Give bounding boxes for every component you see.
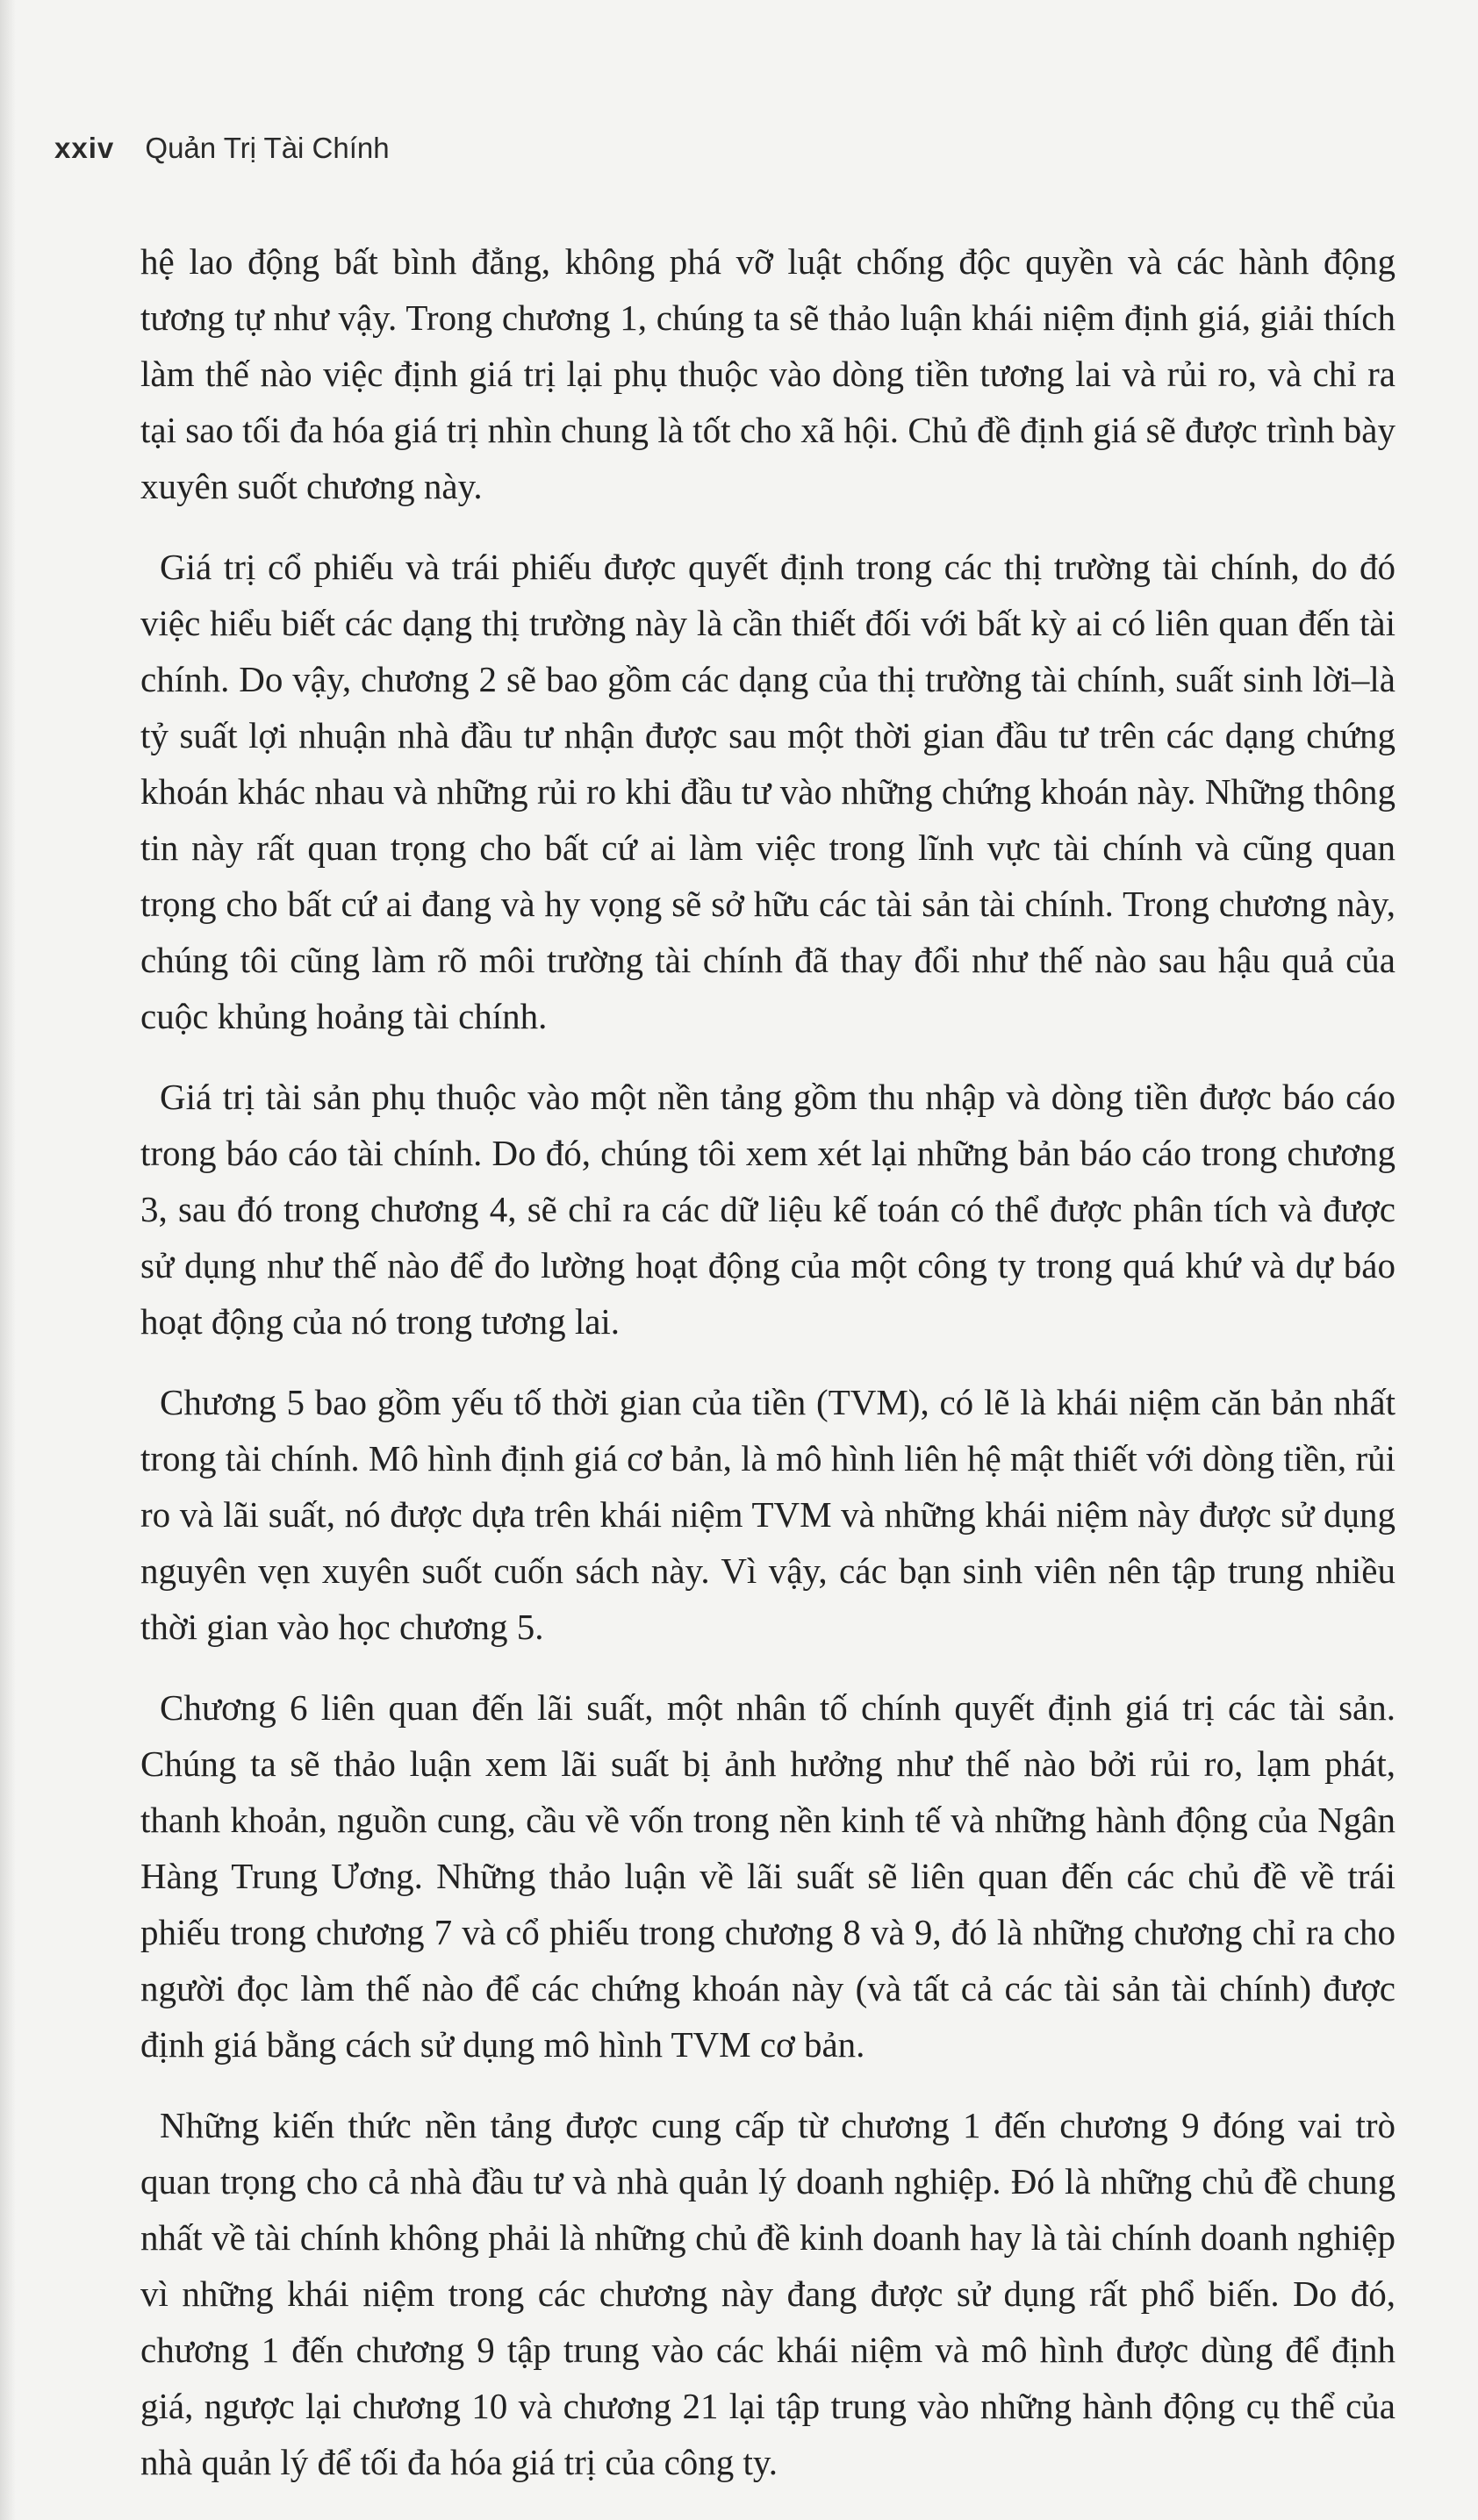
page-number: xxiv — [54, 132, 115, 164]
running-title: Quản Trị Tài Chính — [145, 132, 390, 164]
paragraph-6: Những kiến thức nền tảng được cung cấp từ chương 1 đến chương 9 đóng vai trò quan trọng cho cả nhà đầu tư và nhà quản lý doanh nghiệp. Đó là những chủ đề chung nhất về tài chính không phải là những chủ đề kinh doanh hay là tài chính doanh nghiệp vì những khái niệm trong các chương này đang được sử dụng rất phổ biến. Do đó, chương 1 đến chương 9 tập trung vào các khái niệm và mô hình được dùng để định giá, ngược lại chương 10 và chương 21 lại tập trung vào những hành động cụ thể của nhà quản lý để tối đa hóa giá trị của công ty. — [140, 2105, 1395, 2482]
paragraph-1: hệ lao động bất bình đẳng, không phá vỡ luật chống độc quyền và các hành động tương tự như vậy. Trong chương 1, chúng ta sẽ thảo luận khái niệm định giá, giải thích làm thế nào việc định giá trị lại phụ thuộc vào dòng tiền tương lai và rủi ro, và chỉ ra tại sao tối đa hóa giá trị nhìn chung là tốt cho xã hội. Chủ đề định giá sẽ được trình bày xuyên suốt chương này. — [140, 241, 1395, 506]
paragraph-3: Giá trị tài sản phụ thuộc vào một nền tảng gồm thu nhập và dòng tiền được báo cáo trong báo cáo tài chính. Do đó, chúng tôi xem xét lại những bản báo cáo trong chương 3, sau đó trong chương 4, sẽ chỉ ra các dữ liệu kế toán có thể được phân tích và được sử dụng như thế nào để đo lường hoạt động của một công ty trong quá khứ và dự báo hoạt động của nó trong tương lai. — [140, 1077, 1395, 1342]
paragraph-4: Chương 5 bao gồm yếu tố thời gian của tiền (TVM), có lẽ là khái niệm căn bản nhất trong tài chính. Mô hình định giá cơ bản, là mô hình liên hệ mật thiết với dòng tiền, rủi ro và lãi suất, nó được dựa trên khái niệm TVM và những khái niệm này được sử dụng nguyên vẹn xuyên suốt cuốn sách này. Vì vậy, các bạn sinh viên nên tập trung nhiều thời gian vào học chương 5. — [140, 1382, 1395, 1647]
running-head — [54, 132, 390, 165]
paragraph-5: Chương 6 liên quan đến lãi suất, một nhân tố chính quyết định giá trị các tài sản. Chúng ta sẽ thảo luận xem lãi suất bị ảnh hưởng như thế nào bởi rủi ro, lạm phát, thanh khoản, nguồn cung, cầu về vốn trong nền kinh tế và những hành động của Ngân Hàng Trung Ương. Những thảo luận về lãi suất sẽ liên quan đến các chủ đề về trái phiếu trong chương 7 và cổ phiếu trong chương 8 và 9, đó là những chương chỉ ra cho người đọc làm thế nào để các chứng khoán này (và tất cả các tài sản tài chính) được định giá bằng cách sử dụng mô hình TVM cơ bản. — [140, 1687, 1395, 2065]
body-text — [140, 233, 1395, 2515]
page-edge-shadow — [0, 0, 16, 2520]
paragraph-2: Giá trị cổ phiếu và trái phiếu được quyết định trong các thị trường tài chính, do đó việc hiểu biết các dạng thị trường này là cần thiết đối với bất kỳ ai có liên quan đến tài chính. Do vậy, chương 2 sẽ bao gồm các dạng của thị trường tài chính, suất sinh lời–là tỷ suất lợi nhuận nhà đầu tư nhận được sau một thời gian đầu tư trên các dạng chứng khoán khác nhau và những rủi ro khi đầu tư vào những chứng khoán này. Những thông tin này rất quan trọng cho bất cứ ai làm việc trong lĩnh vực tài chính và cũng quan trọng cho bất cứ ai đang và hy vọng sẽ sở hữu các tài sản tài chính. Trong chương này, chúng tôi cũng làm rõ môi trường tài chính đã thay đổi như thế nào sau hậu quả của cuộc khủng hoảng tài chính. — [140, 547, 1395, 1036]
